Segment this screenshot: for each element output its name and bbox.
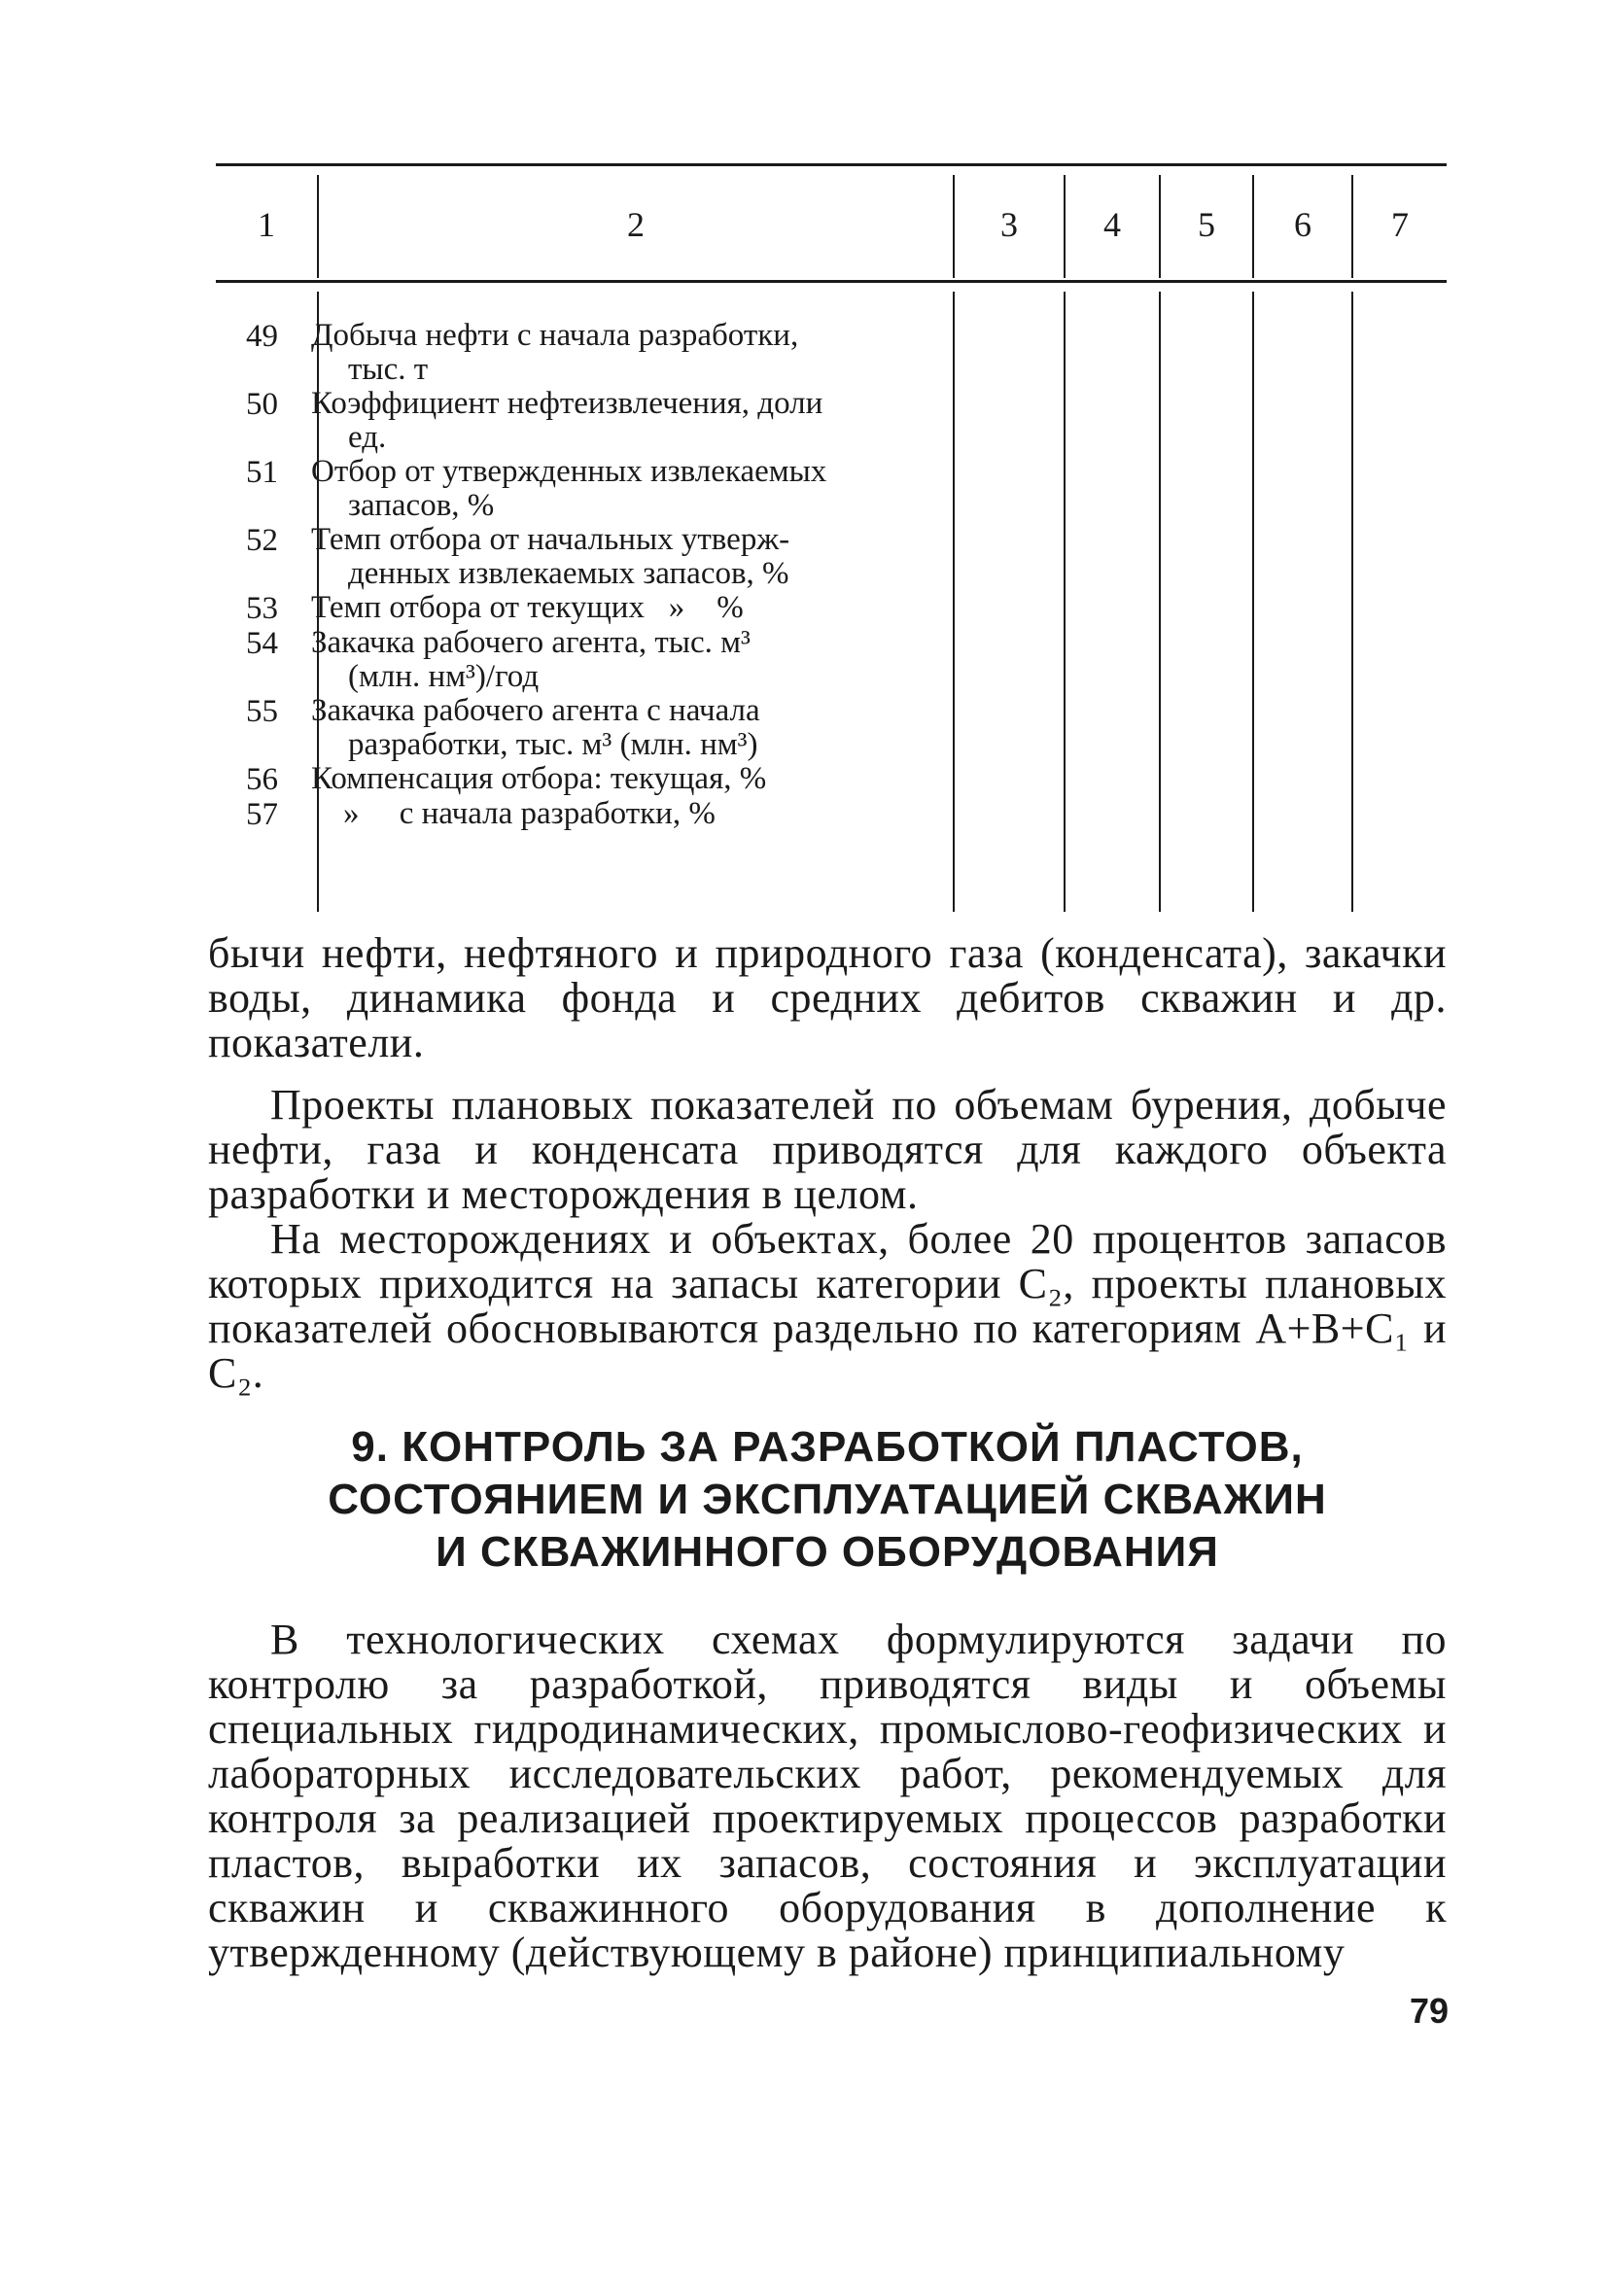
row-text-line: Темп отбора от начальных утверж- bbox=[311, 522, 790, 557]
table-body bbox=[216, 319, 1447, 832]
paragraph: На месторождениях и объектах, более 20 процентов запасов которых приходится на запасы категории C₂, проекты плановых показателей обосновываются раздельно по категориям A+B+C₁ и C₂. bbox=[208, 1215, 1447, 1397]
table-row bbox=[216, 387, 1447, 455]
paragraph: Проекты плановых показателей по объемам бурения, добыче нефти, газа и конденсата приводятся для каждого объекта разработки и месторождения в целом. bbox=[208, 1081, 1447, 1218]
row-description bbox=[311, 387, 933, 455]
row-description bbox=[311, 455, 933, 523]
row-number: 49 bbox=[246, 319, 278, 354]
heading-line: 9. КОНТРОЛЬ ЗА РАЗРАБОТКОЙ ПЛАСТОВ, bbox=[351, 1423, 1304, 1471]
header-cell: 3 bbox=[1000, 205, 1018, 244]
section-heading bbox=[208, 1421, 1447, 1579]
row-description bbox=[311, 626, 933, 694]
row-text-line: Закачка рабочего агента, тыс. м³ bbox=[311, 625, 751, 660]
table-top-rule bbox=[216, 163, 1447, 166]
header-cell: 6 bbox=[1294, 205, 1311, 244]
row-text-line: (млн. нм³)/год bbox=[348, 659, 540, 694]
row-description bbox=[311, 797, 933, 831]
table-row bbox=[216, 626, 1447, 694]
indicators-table bbox=[216, 163, 1447, 912]
row-number: 53 bbox=[246, 591, 278, 626]
heading-line: И СКВАЖИННОГО ОБОРУДОВАНИЯ bbox=[436, 1528, 1219, 1576]
row-text-line: Добыча нефти с начала разработки, bbox=[311, 318, 799, 353]
row-number: 55 bbox=[246, 694, 278, 729]
row-text-line: Компенсация отбора: текущая, % bbox=[311, 761, 767, 796]
row-text-line: денных извлекаемых запасов, % bbox=[348, 556, 789, 591]
row-text-line: запасов, % bbox=[348, 488, 495, 523]
header-cell: 7 bbox=[1391, 205, 1409, 244]
row-text-line: Коэффициент нефтеизвлечения, доли bbox=[311, 386, 823, 421]
row-text-line: ед. bbox=[348, 420, 387, 455]
row-description bbox=[311, 319, 933, 387]
row-description bbox=[311, 694, 933, 762]
row-number: 56 bbox=[246, 762, 278, 797]
table-row bbox=[216, 762, 1447, 797]
header-cell: 2 bbox=[627, 205, 645, 244]
header-cell: 1 bbox=[258, 205, 275, 244]
row-text-line: Отбор от утвержденных извлекаемых bbox=[311, 454, 827, 489]
row-text-line: разработки, тыс. м³ (млн. нм³) bbox=[348, 727, 758, 762]
table-row bbox=[216, 694, 1447, 762]
row-number: 57 bbox=[246, 797, 278, 832]
header-cell: 5 bbox=[1198, 205, 1215, 244]
row-description bbox=[311, 762, 933, 796]
row-number: 51 bbox=[246, 455, 278, 490]
header-cell: 4 bbox=[1103, 205, 1121, 244]
row-description bbox=[311, 591, 933, 625]
page-number: 79 bbox=[1409, 1991, 1449, 2031]
row-description bbox=[311, 523, 933, 591]
paragraph: В технологических схемах формулируются задачи по контролю за разработкой, приводятся виды и объемы специальных гидродинамических, промыслово-геофизических и лабораторных исследовательских работ, рекомендуемых для контроля за реализацией проектируемых процессов разработки пластов, выработки их запасов, состояния и эксплуатации скважин и скважинного оборудования в дополнение к утвержденному (действующему в районе) принципиальному bbox=[208, 1616, 1447, 1976]
table-row bbox=[216, 797, 1447, 832]
row-number: 54 bbox=[246, 626, 278, 661]
row-text-line: тыс. т bbox=[348, 352, 429, 387]
table-row bbox=[216, 319, 1447, 387]
paragraph-continuation: бычи нефти, нефтяного и природного газа (конденсата), закачки воды, динамика фонда и средних дебитов скважин и др. показатели. bbox=[208, 929, 1447, 1066]
row-text-line: Закачка рабочего агента с начала bbox=[311, 693, 760, 728]
table-row bbox=[216, 523, 1447, 591]
table-row bbox=[216, 455, 1447, 523]
heading-line: СОСТОЯНИЕМ И ЭКСПЛУАТАЦИЕЙ СКВАЖИН bbox=[328, 1476, 1327, 1523]
row-text-line: » с начала разработки, % bbox=[311, 796, 716, 831]
table-header-rule bbox=[216, 280, 1447, 283]
table-row bbox=[216, 591, 1447, 626]
row-number: 50 bbox=[246, 387, 278, 422]
row-text-line: Темп отбора от текущих » % bbox=[311, 590, 744, 625]
row-number: 52 bbox=[246, 523, 278, 558]
